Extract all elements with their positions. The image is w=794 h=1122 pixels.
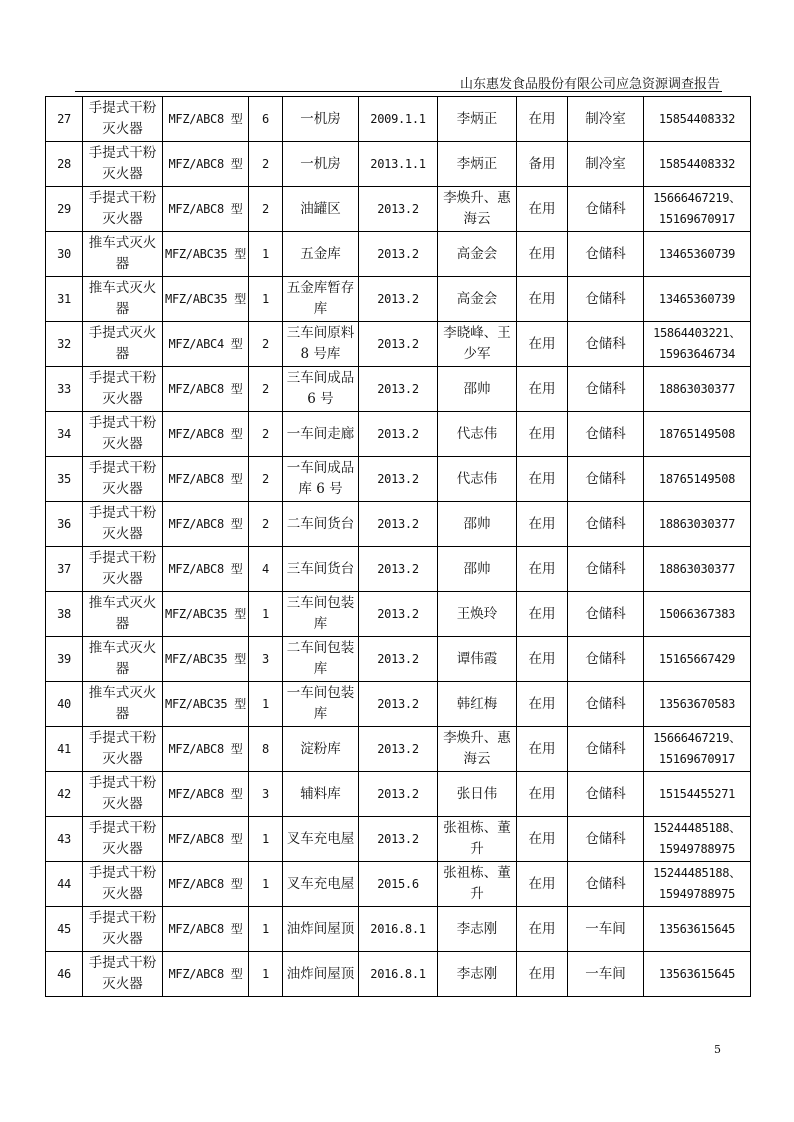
cell-department: 制冷室 [568, 142, 644, 187]
document-header-title: 山东惠发食品股份有限公司应急资源调查报告 [459, 77, 720, 92]
cell-quantity: 2 [249, 367, 283, 412]
cell-quantity: 1 [249, 817, 283, 862]
cell-equipment-name: 手提式灭火 器 [83, 322, 163, 367]
cell-phone: 15165667429 [644, 637, 751, 682]
page-number: 5 [714, 1043, 721, 1056]
cell-row-number: 38 [46, 592, 83, 637]
cell-status: 在用 [517, 772, 568, 817]
cell-row-number: 42 [46, 772, 83, 817]
cell-quantity: 2 [249, 322, 283, 367]
cell-date: 2016.8.1 [359, 907, 438, 952]
cell-model: MFZ/ABC8 型 [163, 367, 249, 412]
cell-department: 仓储科 [568, 637, 644, 682]
table-row [46, 682, 751, 727]
cell-equipment-name: 手提式干粉 灭火器 [83, 907, 163, 952]
cell-equipment-name: 推车式灭火 器 [83, 637, 163, 682]
cell-model: MFZ/ABC8 型 [163, 547, 249, 592]
cell-equipment-name: 推车式灭火 器 [83, 682, 163, 727]
cell-row-number: 28 [46, 142, 83, 187]
cell-model: MFZ/ABC8 型 [163, 457, 249, 502]
cell-date: 2013.2 [359, 637, 438, 682]
table-row [46, 142, 751, 187]
cell-location: 二车间货台 [283, 502, 359, 547]
cell-status: 在用 [517, 412, 568, 457]
table-row [46, 97, 751, 142]
cell-responsible-person: 张日伟 [438, 772, 517, 817]
cell-department: 制冷室 [568, 97, 644, 142]
cell-model: MFZ/ABC8 型 [163, 412, 249, 457]
cell-location: 油罐区 [283, 187, 359, 232]
cell-location: 油炸间屋顶 [283, 952, 359, 997]
cell-responsible-person: 邵帅 [438, 502, 517, 547]
cell-row-number: 45 [46, 907, 83, 952]
cell-department: 仓储科 [568, 817, 644, 862]
cell-location: 五金库暂存 库 [283, 277, 359, 322]
cell-quantity: 2 [249, 457, 283, 502]
cell-responsible-person: 王焕玲 [438, 592, 517, 637]
cell-equipment-name: 手提式干粉 灭火器 [83, 367, 163, 412]
cell-model: MFZ/ABC8 型 [163, 187, 249, 232]
cell-equipment-name: 推车式灭火 器 [83, 232, 163, 277]
cell-model: MFZ/ABC8 型 [163, 97, 249, 142]
cell-phone: 15854408332 [644, 142, 751, 187]
cell-model: MFZ/ABC8 型 [163, 142, 249, 187]
cell-quantity: 3 [249, 772, 283, 817]
cell-department: 仓储科 [568, 727, 644, 772]
cell-phone: 13563615645 [644, 952, 751, 997]
cell-responsible-person: 邵帅 [438, 367, 517, 412]
cell-phone: 15244485188、 15949788975 [644, 817, 751, 862]
cell-status: 在用 [517, 457, 568, 502]
header-divider [75, 91, 722, 92]
cell-quantity: 8 [249, 727, 283, 772]
cell-phone: 15066367383 [644, 592, 751, 637]
cell-date: 2013.2 [359, 457, 438, 502]
table-row [46, 412, 751, 457]
cell-date: 2013.2 [359, 187, 438, 232]
cell-responsible-person: 代志伟 [438, 457, 517, 502]
table-row [46, 727, 751, 772]
cell-equipment-name: 推车式灭火 器 [83, 592, 163, 637]
cell-row-number: 35 [46, 457, 83, 502]
cell-equipment-name: 手提式干粉 灭火器 [83, 97, 163, 142]
table-row [46, 457, 751, 502]
table-row [46, 772, 751, 817]
cell-responsible-person: 张祖栋、董 升 [438, 817, 517, 862]
cell-responsible-person: 李炳正 [438, 142, 517, 187]
cell-date: 2016.8.1 [359, 952, 438, 997]
cell-responsible-person: 李焕升、惠 海云 [438, 727, 517, 772]
cell-row-number: 27 [46, 97, 83, 142]
cell-quantity: 4 [249, 547, 283, 592]
cell-row-number: 44 [46, 862, 83, 907]
emergency-resources-table [45, 96, 751, 997]
cell-date: 2015.6 [359, 862, 438, 907]
cell-equipment-name: 手提式干粉 灭火器 [83, 142, 163, 187]
cell-phone: 13465360739 [644, 232, 751, 277]
cell-location: 一车间成品 库 6 号 [283, 457, 359, 502]
cell-quantity: 1 [249, 232, 283, 277]
cell-department: 仓储科 [568, 232, 644, 277]
cell-status: 在用 [517, 952, 568, 997]
cell-row-number: 41 [46, 727, 83, 772]
cell-equipment-name: 手提式干粉 灭火器 [83, 457, 163, 502]
cell-model: MFZ/ABC35 型 [163, 232, 249, 277]
cell-row-number: 46 [46, 952, 83, 997]
cell-row-number: 31 [46, 277, 83, 322]
cell-quantity: 2 [249, 187, 283, 232]
cell-phone: 15854408332 [644, 97, 751, 142]
cell-date: 2013.2 [359, 547, 438, 592]
cell-quantity: 2 [249, 412, 283, 457]
cell-status: 在用 [517, 547, 568, 592]
cell-row-number: 33 [46, 367, 83, 412]
cell-quantity: 1 [249, 952, 283, 997]
cell-model: MFZ/ABC35 型 [163, 637, 249, 682]
cell-quantity: 1 [249, 907, 283, 952]
cell-equipment-name: 推车式灭火 器 [83, 277, 163, 322]
table-row [46, 322, 751, 367]
cell-responsible-person: 邵帅 [438, 547, 517, 592]
cell-responsible-person: 高金会 [438, 277, 517, 322]
cell-row-number: 34 [46, 412, 83, 457]
cell-department: 仓储科 [568, 412, 644, 457]
cell-status: 在用 [517, 322, 568, 367]
cell-phone: 15154455271 [644, 772, 751, 817]
cell-status: 在用 [517, 817, 568, 862]
cell-phone: 13563670583 [644, 682, 751, 727]
cell-row-number: 32 [46, 322, 83, 367]
cell-quantity: 6 [249, 97, 283, 142]
cell-responsible-person: 李志刚 [438, 952, 517, 997]
cell-location: 叉车充电屋 [283, 862, 359, 907]
cell-status: 在用 [517, 277, 568, 322]
table-row [46, 187, 751, 232]
cell-model: MFZ/ABC4 型 [163, 322, 249, 367]
table-row [46, 502, 751, 547]
cell-phone: 15864403221、 15963646734 [644, 322, 751, 367]
cell-equipment-name: 手提式干粉 灭火器 [83, 547, 163, 592]
cell-model: MFZ/ABC8 型 [163, 862, 249, 907]
cell-row-number: 37 [46, 547, 83, 592]
cell-location: 叉车充电屋 [283, 817, 359, 862]
cell-equipment-name: 手提式干粉 灭火器 [83, 502, 163, 547]
cell-location: 二车间包装 库 [283, 637, 359, 682]
cell-date: 2013.2 [359, 502, 438, 547]
cell-model: MFZ/ABC8 型 [163, 727, 249, 772]
cell-quantity: 3 [249, 637, 283, 682]
cell-department: 仓储科 [568, 682, 644, 727]
cell-status: 在用 [517, 187, 568, 232]
cell-department: 仓储科 [568, 187, 644, 232]
cell-model: MFZ/ABC8 型 [163, 952, 249, 997]
cell-phone: 18863030377 [644, 367, 751, 412]
cell-department: 仓储科 [568, 592, 644, 637]
cell-phone: 15244485188、 15949788975 [644, 862, 751, 907]
cell-department: 仓储科 [568, 322, 644, 367]
cell-phone: 15666467219、 15169670917 [644, 187, 751, 232]
cell-quantity: 1 [249, 592, 283, 637]
cell-model: MFZ/ABC8 型 [163, 817, 249, 862]
cell-location: 三车间货台 [283, 547, 359, 592]
cell-department: 仓储科 [568, 367, 644, 412]
cell-date: 2013.2 [359, 232, 438, 277]
cell-responsible-person: 李炳正 [438, 97, 517, 142]
cell-equipment-name: 手提式干粉 灭火器 [83, 817, 163, 862]
cell-responsible-person: 代志伟 [438, 412, 517, 457]
cell-equipment-name: 手提式干粉 灭火器 [83, 862, 163, 907]
cell-location: 一车间包装 库 [283, 682, 359, 727]
cell-date: 2013.2 [359, 322, 438, 367]
cell-date: 2013.2 [359, 592, 438, 637]
cell-equipment-name: 手提式干粉 灭火器 [83, 727, 163, 772]
cell-responsible-person: 谭伟霞 [438, 637, 517, 682]
cell-date: 2013.2 [359, 367, 438, 412]
cell-equipment-name: 手提式干粉 灭火器 [83, 412, 163, 457]
cell-status: 在用 [517, 907, 568, 952]
cell-model: MFZ/ABC35 型 [163, 682, 249, 727]
cell-responsible-person: 高金会 [438, 232, 517, 277]
cell-date: 2013.2 [359, 817, 438, 862]
cell-date: 2009.1.1 [359, 97, 438, 142]
cell-department: 仓储科 [568, 547, 644, 592]
cell-status: 备用 [517, 142, 568, 187]
cell-department: 一车间 [568, 907, 644, 952]
cell-phone: 18863030377 [644, 547, 751, 592]
cell-status: 在用 [517, 637, 568, 682]
cell-quantity: 1 [249, 862, 283, 907]
cell-row-number: 36 [46, 502, 83, 547]
cell-department: 一车间 [568, 952, 644, 997]
cell-model: MFZ/ABC8 型 [163, 502, 249, 547]
cell-department: 仓储科 [568, 772, 644, 817]
cell-department: 仓储科 [568, 277, 644, 322]
cell-date: 2013.2 [359, 682, 438, 727]
cell-responsible-person: 李晓峰、王 少军 [438, 322, 517, 367]
cell-status: 在用 [517, 862, 568, 907]
cell-equipment-name: 手提式干粉 灭火器 [83, 187, 163, 232]
cell-model: MFZ/ABC35 型 [163, 277, 249, 322]
cell-responsible-person: 张祖栋、董 升 [438, 862, 517, 907]
cell-date: 2013.2 [359, 277, 438, 322]
cell-equipment-name: 手提式干粉 灭火器 [83, 952, 163, 997]
table-row [46, 592, 751, 637]
cell-date: 2013.2 [359, 727, 438, 772]
cell-phone: 18765149508 [644, 457, 751, 502]
table-row [46, 367, 751, 412]
cell-quantity: 2 [249, 502, 283, 547]
cell-row-number: 39 [46, 637, 83, 682]
cell-location: 油炸间屋顶 [283, 907, 359, 952]
cell-status: 在用 [517, 97, 568, 142]
cell-responsible-person: 李志刚 [438, 907, 517, 952]
cell-phone: 13563615645 [644, 907, 751, 952]
cell-location: 三车间成品 6 号 [283, 367, 359, 412]
table-row [46, 862, 751, 907]
table-row [46, 817, 751, 862]
cell-location: 五金库 [283, 232, 359, 277]
cell-phone: 15666467219、 15169670917 [644, 727, 751, 772]
cell-date: 2013.1.1 [359, 142, 438, 187]
cell-model: MFZ/ABC8 型 [163, 772, 249, 817]
cell-location: 一车间走廊 [283, 412, 359, 457]
cell-location: 一机房 [283, 142, 359, 187]
cell-location: 淀粉库 [283, 727, 359, 772]
table-row [46, 277, 751, 322]
cell-date: 2013.2 [359, 772, 438, 817]
cell-phone: 18863030377 [644, 502, 751, 547]
cell-row-number: 29 [46, 187, 83, 232]
cell-quantity: 1 [249, 277, 283, 322]
table-row [46, 637, 751, 682]
cell-quantity: 1 [249, 682, 283, 727]
cell-responsible-person: 李焕升、惠 海云 [438, 187, 517, 232]
table-row [46, 907, 751, 952]
table-row [46, 547, 751, 592]
cell-quantity: 2 [249, 142, 283, 187]
cell-department: 仓储科 [568, 457, 644, 502]
cell-phone: 13465360739 [644, 277, 751, 322]
cell-responsible-person: 韩红梅 [438, 682, 517, 727]
cell-row-number: 43 [46, 817, 83, 862]
table-row [46, 952, 751, 997]
cell-equipment-name: 手提式干粉 灭火器 [83, 772, 163, 817]
cell-status: 在用 [517, 232, 568, 277]
cell-status: 在用 [517, 592, 568, 637]
cell-location: 辅料库 [283, 772, 359, 817]
cell-location: 三车间包装 库 [283, 592, 359, 637]
cell-status: 在用 [517, 727, 568, 772]
cell-department: 仓储科 [568, 502, 644, 547]
cell-date: 2013.2 [359, 412, 438, 457]
cell-phone: 18765149508 [644, 412, 751, 457]
cell-status: 在用 [517, 502, 568, 547]
cell-location: 一机房 [283, 97, 359, 142]
cell-status: 在用 [517, 367, 568, 412]
cell-location: 三车间原料 8 号库 [283, 322, 359, 367]
cell-status: 在用 [517, 682, 568, 727]
table-row [46, 232, 751, 277]
cell-model: MFZ/ABC8 型 [163, 907, 249, 952]
cell-department: 仓储科 [568, 862, 644, 907]
cell-row-number: 30 [46, 232, 83, 277]
cell-model: MFZ/ABC35 型 [163, 592, 249, 637]
cell-row-number: 40 [46, 682, 83, 727]
